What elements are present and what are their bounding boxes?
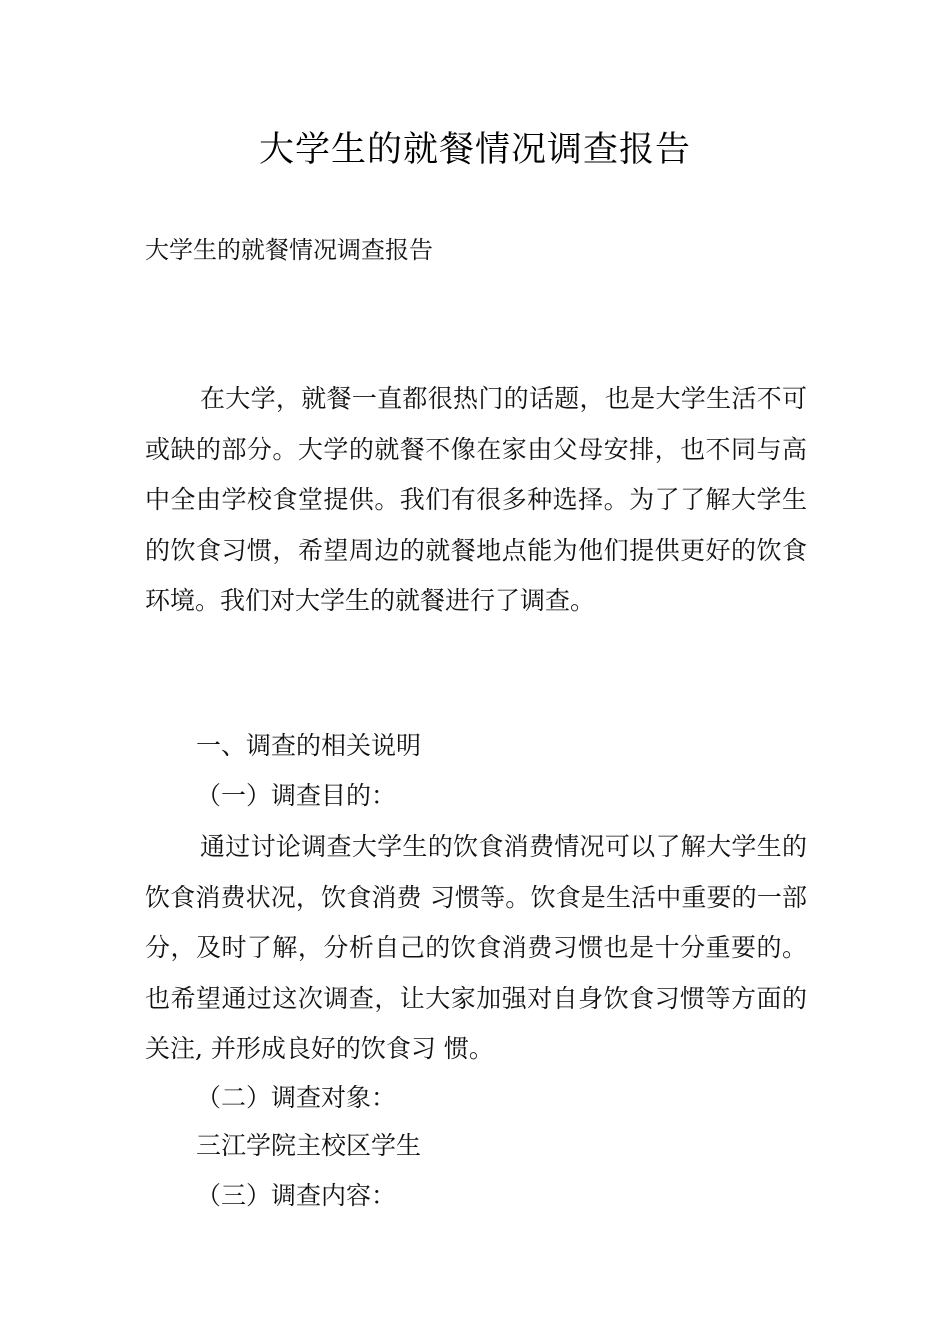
content-heading: （三）调查内容： [196,1181,397,1210]
intro-paragraph: 在大学，就餐一直都很热门的话题，也是大学生活不可或缺的部分。大学的就餐不像在家由父母安排，也不同与高中全由学校食堂提供。我们有很多种选择。为了了解大学生的饮食习惯，希望周边的就餐地点能为他们提供更好的饮食环境。我们对大学生的就餐进行了调查。 [145,384,807,615]
document-subtitle: 大学生的就餐情况调查报告 [145,236,433,264]
section-1-heading: 一、调查的相关说明 [196,731,422,760]
purpose-heading: （一）调查目的： [196,781,397,810]
subject-heading: （二）调查对象： [196,1083,397,1112]
document-title: 大学生的就餐情况调查报告 [258,130,691,170]
purpose-paragraph: 通过讨论调查大学生的饮食消费情况可以了解大学生的饮食消费状况，饮食消费 习惯等。饮食是生活中重要的一部分，及时了解，分析自己的饮食消费习惯也是十分重要的。也希望通过这次调查，让大家加强对自身饮食习惯等方面的关注, 并形成良好的饮食习 惯。 [145,832,807,1063]
subject-text: 三江学院主校区学生 [196,1131,422,1160]
